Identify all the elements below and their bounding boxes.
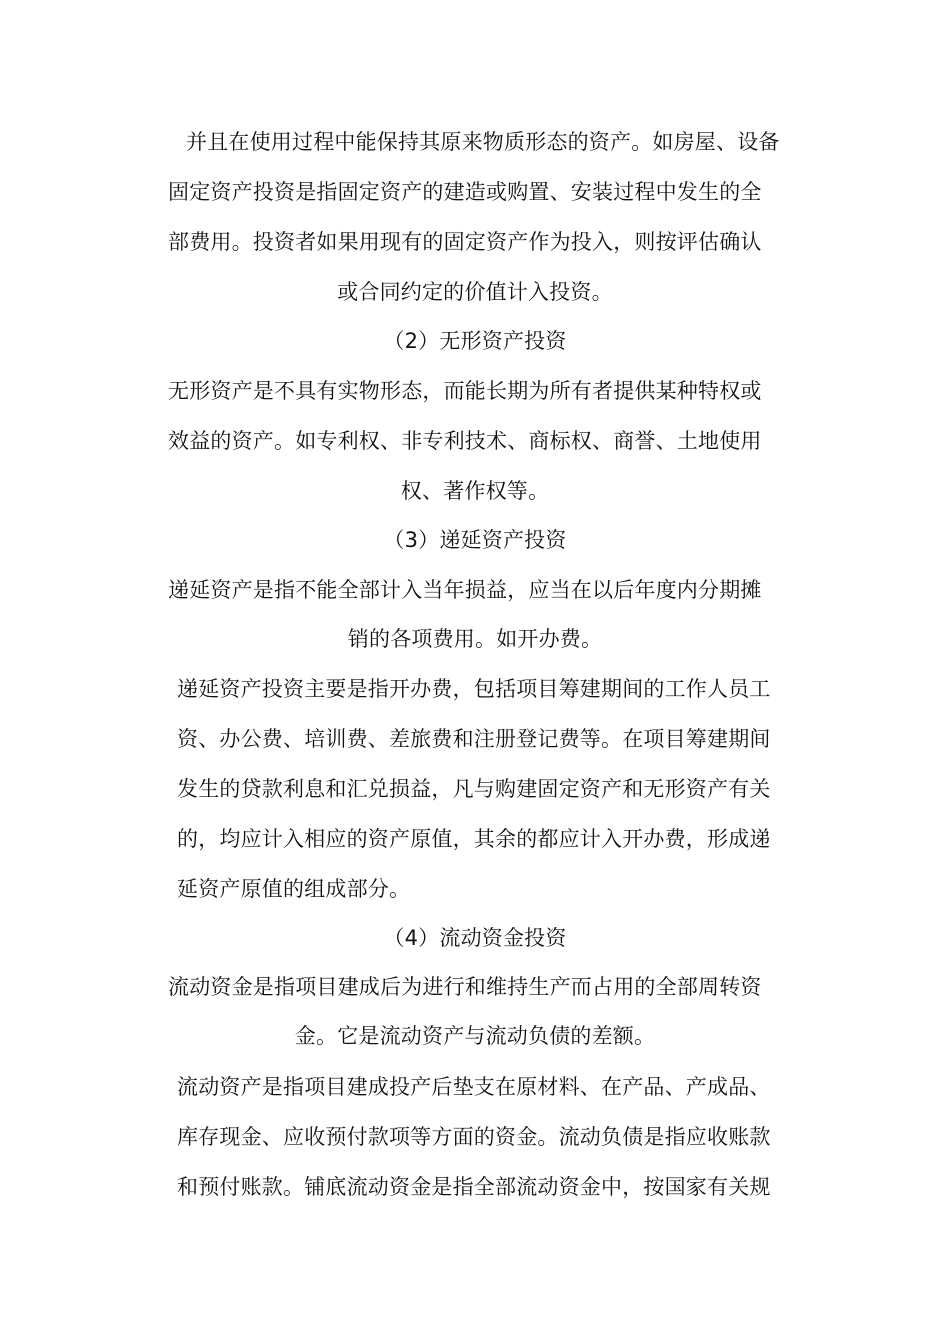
section-heading-3: （3）递延资产投资 [383, 528, 567, 552]
section-heading-4: （4）流动资金投资 [383, 926, 567, 950]
text-line-20: 流动资产是指项目建成投产后垫支在原材料、在产品、产成品、 [177, 1075, 771, 1099]
text-line-15: 的，均应计入相应的资产原值，其余的都应计入开办费，形成递 [177, 827, 771, 851]
text-line-14: 发生的贷款利息和汇兑损益，凡与购建固定资产和无形资产有关 [177, 777, 771, 801]
text-line-1: 并且在使用过程中能保持其原来物质形态的资产。如房屋、设备 [186, 130, 780, 154]
text-line-19: 金。它是流动资产与流动负债的差额。 [294, 1024, 656, 1048]
text-line-21: 库存现金、应收预付款项等方面的资金。流动负债是指应收账款 [177, 1125, 771, 1149]
text-line-18: 流动资金是指项目建成后为进行和维持生产而占用的全部周转资 [168, 975, 762, 999]
text-line-11: 销的各项费用。如开办费。 [347, 627, 603, 651]
text-line-4: 或合同约定的价值计入投资。 [337, 280, 613, 304]
text-line-2: 固定资产投资是指固定资产的建造或购置、安装过程中发生的全 [168, 180, 762, 204]
text-line-7: 效益的资产。如专利权、非专利技术、商标权、商誉、土地使用 [168, 429, 762, 453]
text-line-3: 部费用。投资者如果用现有的固定资产作为投入，则按评估确认 [168, 230, 762, 254]
section-heading-2: （2）无形资产投资 [383, 329, 567, 353]
text-line-12: 递延资产投资主要是指开办费，包括项目筹建期间的工作人员工 [177, 677, 771, 701]
text-line-6: 无形资产是不具有实物形态，而能长期为所有者提供某种特权或 [168, 379, 762, 403]
text-line-13: 资、办公费、培训费、差旅费和注册登记费等。在项目筹建期间 [177, 727, 771, 751]
text-line-22: 和预付账款。铺底流动资金是指全部流动资金中，按国家有关规 [177, 1175, 771, 1199]
text-line-8: 权、著作权等。 [400, 479, 550, 503]
text-line-10: 递延资产是指不能全部计入当年损益，应当在以后年度内分期摊 [168, 578, 762, 602]
text-line-16: 延资产原值的组成部分。 [177, 877, 411, 901]
